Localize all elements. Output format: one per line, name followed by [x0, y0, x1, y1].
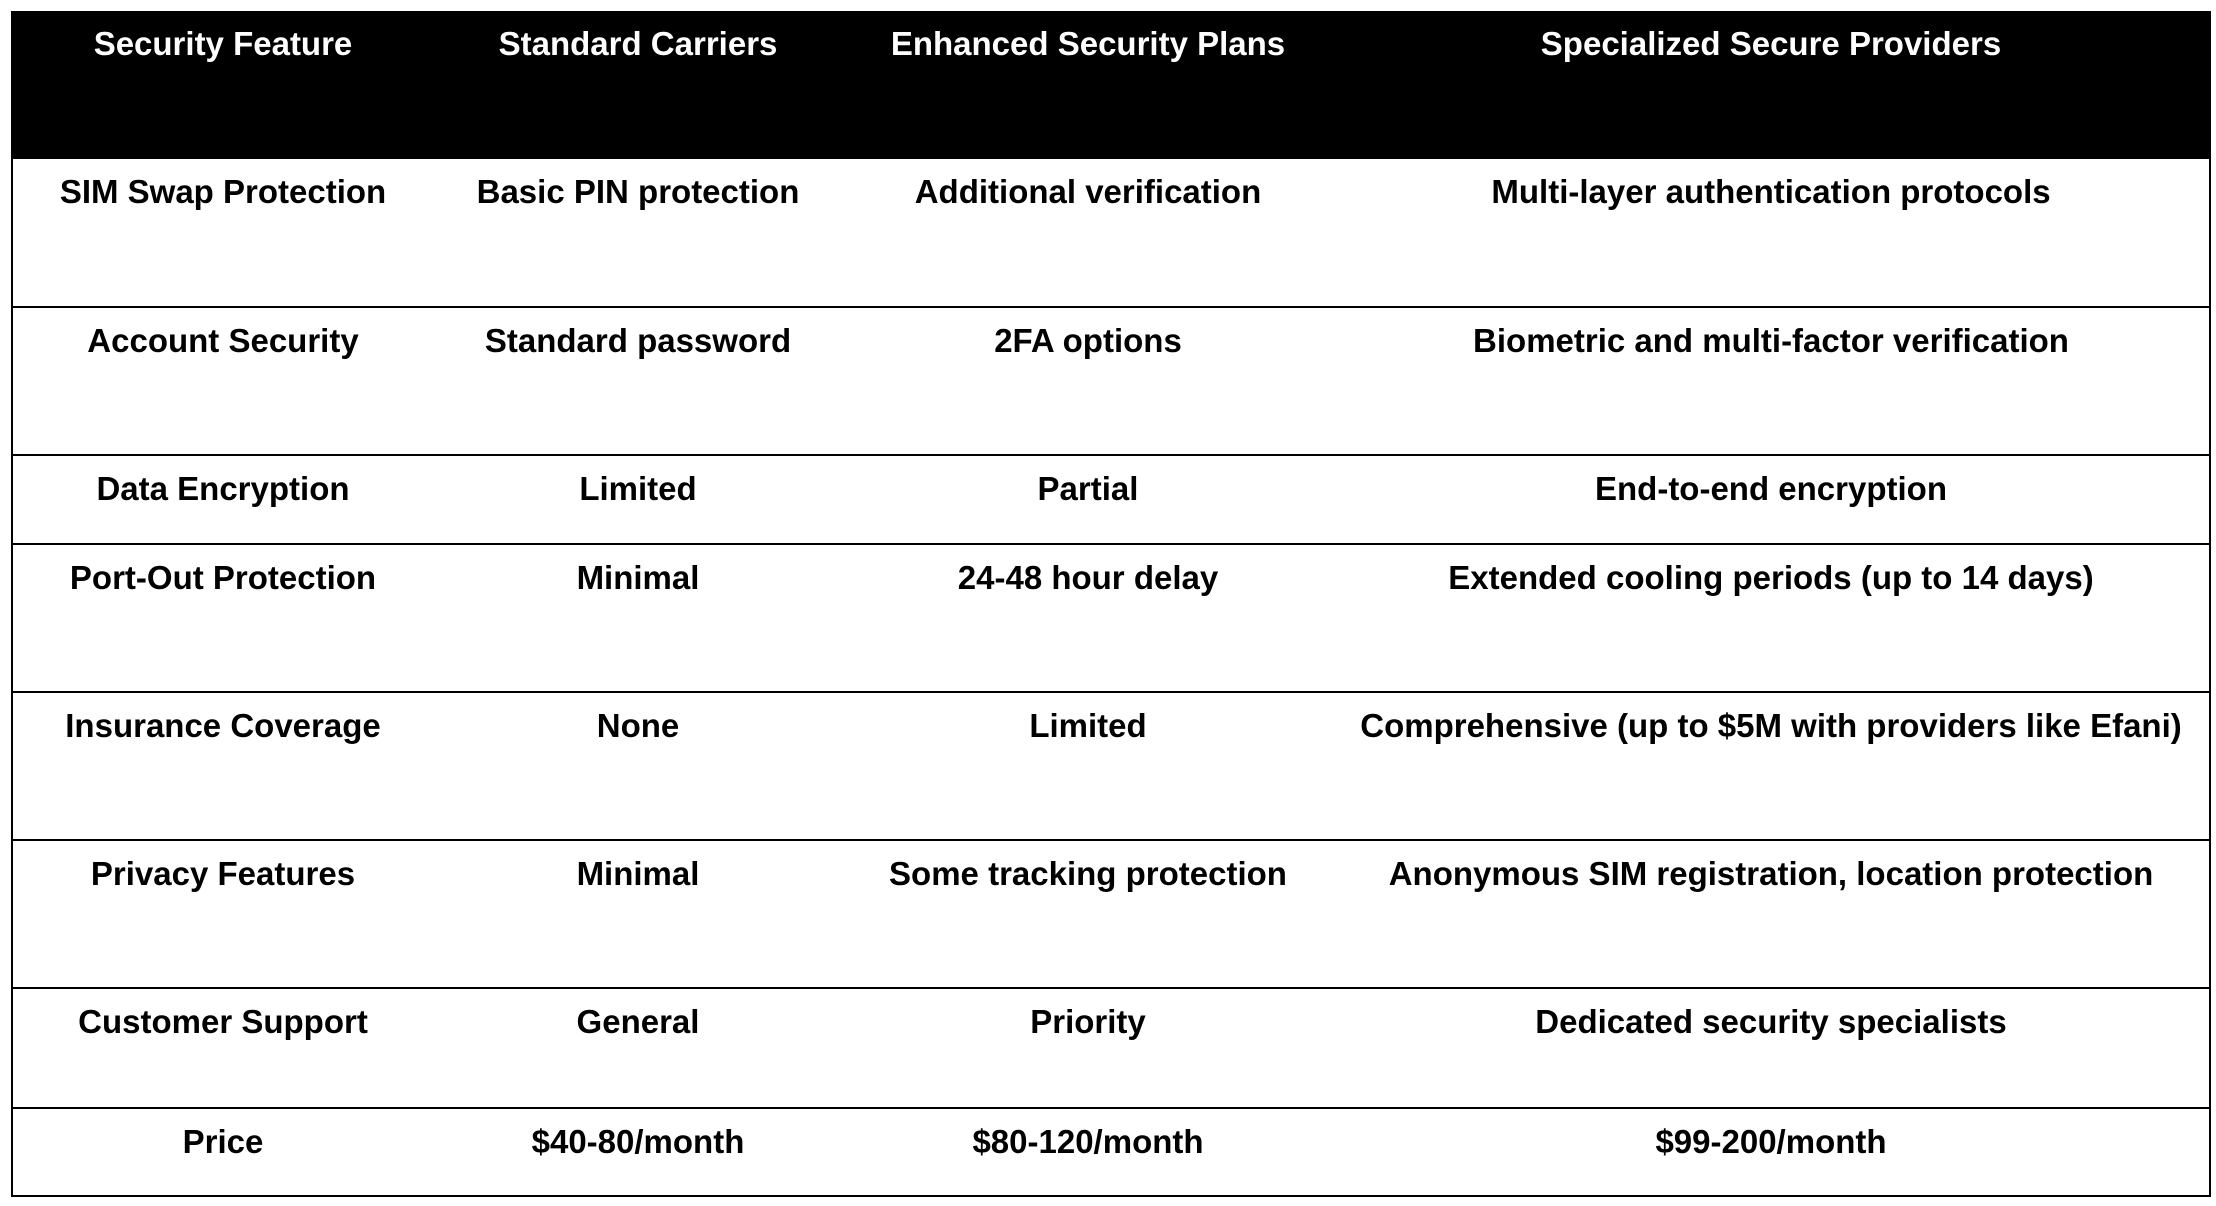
header-row — [13, 11, 2209, 159]
table-cell: Data Encryption — [13, 455, 433, 544]
table-cell: End-to-end encryption — [1333, 455, 2209, 544]
table-row — [13, 1108, 2209, 1197]
table-cell: $80-120/month — [972, 1123, 1204, 1160]
table-cell: Extended cooling periods (up to 14 days) — [1333, 544, 2209, 692]
table-cell: Basic PIN protection — [433, 159, 843, 307]
table-cell: Anonymous SIM registration, location protection — [1333, 840, 2209, 988]
table-cell: Dedicated security specialists — [1333, 988, 2209, 1108]
header-enhanced-security-plans: Enhanced Security Plans — [843, 11, 1333, 159]
table-cell: Account Security — [13, 307, 433, 455]
table-cell: None — [433, 692, 843, 840]
table-cell: Privacy Features — [13, 840, 433, 988]
table-cell: General — [433, 988, 843, 1108]
table-cell: Minimal — [433, 840, 843, 988]
table-row — [13, 455, 2209, 544]
table-row — [13, 840, 2209, 988]
table-cell: $40-80/month — [531, 1123, 745, 1160]
table-cell: Priority — [843, 988, 1333, 1108]
comparison-table-container — [11, 11, 2211, 1197]
table-row — [13, 159, 2209, 307]
header-standard-carriers: Standard Carriers — [433, 11, 843, 159]
table-row — [13, 988, 2209, 1108]
header-specialized-secure-providers: Specialized Secure Providers — [1333, 11, 2209, 159]
table-cell: Limited — [433, 455, 843, 544]
table-cell: Port-Out Protection — [13, 544, 433, 692]
table-cell: Customer Support — [13, 988, 433, 1108]
security-comparison-table — [13, 11, 2209, 1197]
table-cell: Some tracking protection — [843, 840, 1333, 988]
table-row — [13, 307, 2209, 455]
table-cell: Standard password — [433, 307, 843, 455]
table-cell: Insurance Coverage — [13, 692, 433, 840]
table-cell: Price — [182, 1123, 264, 1160]
table-cell: 2FA options — [843, 307, 1333, 455]
table-cell: Limited — [843, 692, 1333, 840]
table-cell: Multi-layer authentication protocols — [1333, 159, 2209, 307]
table-row — [13, 544, 2209, 692]
table-cell: Minimal — [433, 544, 843, 692]
table-cell: 24-48 hour delay — [843, 544, 1333, 692]
header-security-feature: Security Feature — [13, 11, 433, 159]
table-cell: Partial — [843, 455, 1333, 544]
table-row — [13, 692, 2209, 840]
table-cell: Biometric and multi-factor verification — [1333, 307, 2209, 455]
table-cell: $99-200/month — [1655, 1123, 1887, 1160]
table-cell: SIM Swap Protection — [13, 159, 433, 307]
table-cell: Additional verification — [843, 159, 1333, 307]
table-cell: Comprehensive (up to $5M with providers like Efani) — [1333, 692, 2209, 840]
